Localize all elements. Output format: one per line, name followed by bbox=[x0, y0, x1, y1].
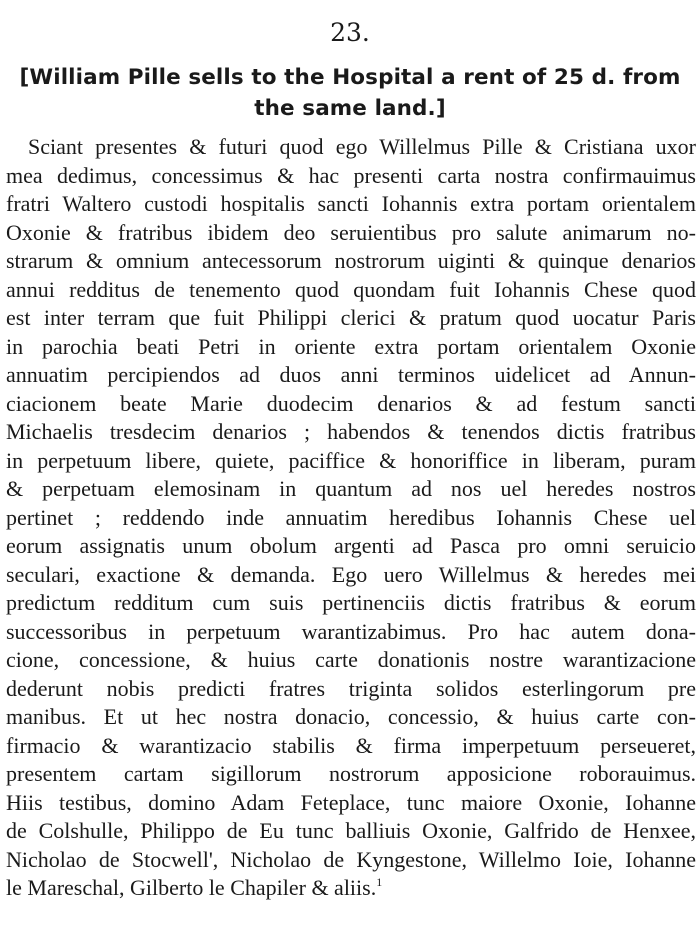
text-line: & perpetuam elemosinam in quantum ad nos uel heredes nostros bbox=[6, 476, 696, 501]
text-line: seculari, exactione & demanda. Ego uero Willelmus & heredes mei bbox=[6, 561, 696, 587]
text-line: dederunt nobis predicti fratres triginta solidos esterlingorum pre bbox=[6, 675, 696, 701]
text-line: de Colshulle, Philippo de Eu tunc balliuis Oxonie, Galfrido de Henxee, bbox=[6, 818, 696, 843]
text-line: cione, concessione, & huius carte donationis nostre warantizacione bbox=[6, 647, 696, 672]
text-line: mea dedimus, concessimus & hac presenti carta nostra confirmauimus bbox=[6, 162, 696, 188]
footnote-marker: 1 bbox=[376, 875, 383, 889]
text-line: Hiis testibus, domino Adam Feteplace, tunc maiore Oxonie, Iohanne bbox=[6, 789, 696, 815]
text-line: annuatim percipiendos ad duos anni terminos uidelicet ad Annun- bbox=[6, 362, 696, 387]
text-line: pertinet ; reddendo inde annuatim heredibus Iohannis Chese uel bbox=[6, 504, 696, 530]
text-line: Oxonie & fratribus ibidem deo seruientibus pro salute animarum no- bbox=[6, 219, 696, 245]
text-line: in perpetuum libere, quiete, paciffice & honoriffice in liberam, puram bbox=[6, 447, 696, 473]
text-line: firmacio & warantizacio stabilis & firma imperpetuum perseueret, bbox=[6, 732, 696, 758]
text-line: manibus. Et ut hec nostra donacio, concessio, & huius carte con- bbox=[6, 704, 696, 729]
charter-text bbox=[6, 133, 696, 903]
text-line: presentem cartam sigillorum nostrorum apposicione roborauimus. bbox=[6, 761, 696, 786]
text-line: Nicholao de Stocwell', Nicholao de Kyngestone, Willelmo Ioie, Iohanne bbox=[6, 846, 696, 872]
text-line: Sciant presentes & futuri quod ego Willelmus Pille & Cristiana uxor bbox=[28, 134, 696, 159]
text-line: Michaelis tresdecim denarios ; habendos & tenendos dictis fratribus bbox=[6, 419, 696, 444]
text-line: in parochia beati Petri in oriente extra portam orientalem Oxonie bbox=[6, 333, 696, 359]
text-line: predictum redditum cum suis pertinenciis dictis fratribus & eorum bbox=[6, 590, 696, 615]
text-line: annui redditus de tenemento quod quondam fuit Iohannis Chese quod bbox=[6, 276, 696, 302]
charter-number: 23. bbox=[330, 18, 370, 47]
text-line: est inter terram que fuit Philippi clerici & pratum quod uocatur Paris bbox=[6, 305, 696, 330]
text-line: ciacionem beate Marie duodecim denarios & ad festum sancti bbox=[6, 390, 696, 416]
text-line: eorum assignatis unum obolum argenti ad Pasca pro omni seruicio bbox=[6, 533, 696, 558]
text-line: fratri Waltero custodi hospitalis sancti Iohannis extra portam orientalem bbox=[6, 191, 696, 216]
charter-heading: [William Pille sells to the Hospital a rent of 25 d. from the same land.] bbox=[19, 65, 681, 121]
text-line: le Mareschal, Gilberto le Chapiler & aliis.$^1$ bbox=[6, 875, 383, 900]
text-line: successoribus in perpetuum warantizabimus. Pro hac autem dona- bbox=[6, 618, 696, 644]
text-line: strarum & omnium antecessorum nostrorum uiginti & quinque denarios bbox=[6, 248, 696, 273]
